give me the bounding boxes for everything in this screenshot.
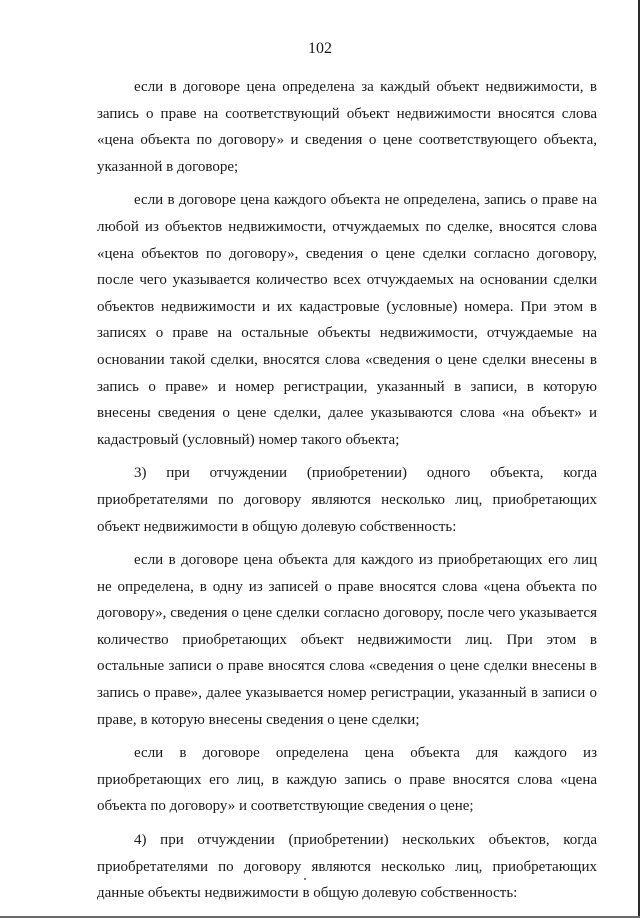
paragraph-price-not-defined: если в договоре цена каждого объекта не определена, запись о праве на любой из объектов недвижимости, отчуждаемых по сделке, вносятся слова «цена объектов по договору», сведения о цене сделки согласно договору, после чего указывается количество всех отчуждаемых на основании сделки объектов недвижимости и их кадастровые (условные) номера. При этом в записях о праве на остальные объекты недвижимости, отчуждаемые на основании такой сделки, вносятся слова «сведения о цене сделки внесены в запись о праве» и номер регистрации, указанный в записи, в которую внесены сведения о цене сделки, далее указываются слова «на объект» и кадастровый (условный) номер такого объекта; (97, 192, 597, 448)
paragraph-item-3: 3) при отчуждении (приобретении) одного объекта, когда приобретателями по договору являются несколько лиц, приобретающих объект недвижимости в общую долевую собственность: (97, 465, 597, 535)
paragraph-price-per-acquirer-defined: если в договоре определена цена объекта для каждого из приобретающих его лиц, в каждую запись о праве вносятся слова «цена объекта по договору» и соответствующие сведения о цене; (97, 745, 597, 815)
paragraph-item-4: 4) при отчуждении (приобретении) нескольких объектов, когда приобретателями по договору являются несколько лиц, приобретающих данные объекты недвижимости в общую долевую собственность: (97, 832, 597, 902)
scan-artifact (304, 878, 306, 880)
paragraph-price-per-acquirer-undefined: если в договоре цена объекта для каждого из приобретающих его лиц не определена, в одну из записей о праве вносятся слова «цена объекта по договору», сведения о цене сделки согласно договору, после чего указывается количество приобретающих объект недвижимости лиц. При этом в остальные записи о праве вносятся слова «сведения о цене сделки внесены в запись о праве», далее указывается номер регистрации, указанный в записи о праве, в которую внесены сведения о цене сделки; (97, 552, 597, 728)
paragraph-price-per-object: если в договоре цена определена за каждый объект недвижимости, в запись о праве на соответствующий объект недвижимости вносятся слова «цена объекта по договору» и сведения о цене соответствующего объекта, указанной в договоре; (97, 79, 597, 175)
page-number: 102 (308, 40, 332, 57)
body-text (97, 74, 597, 914)
